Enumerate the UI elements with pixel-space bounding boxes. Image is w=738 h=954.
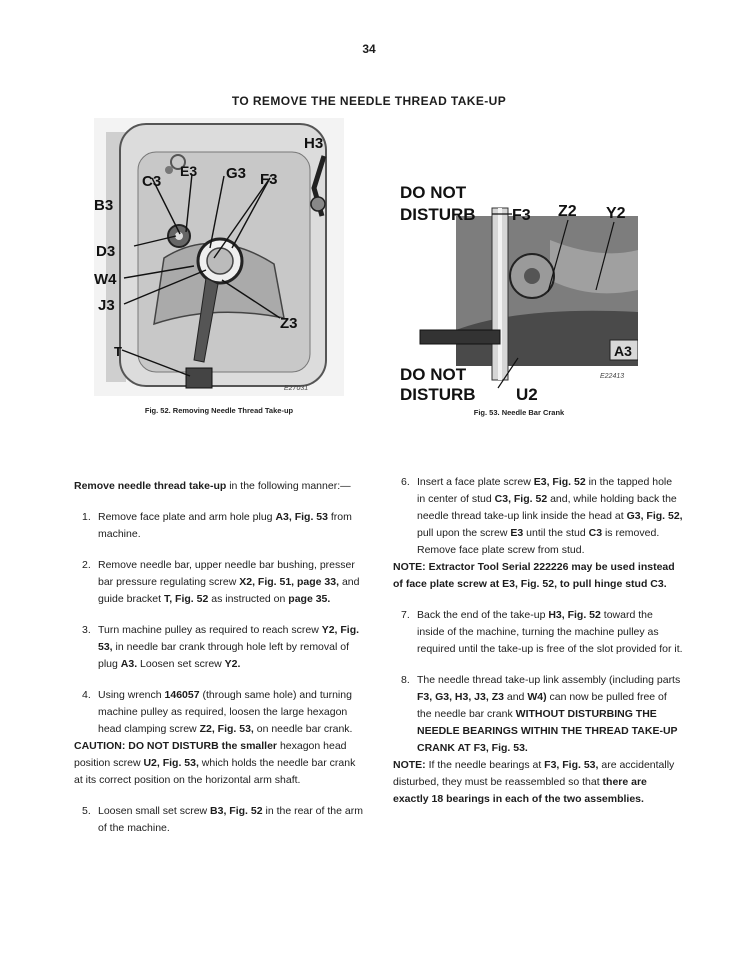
step-1: 1. Remove face plate and arm hole plug A3, Fig. 53 from machine. [82, 511, 352, 540]
right-column [393, 474, 683, 808]
fig52-label-t: T [114, 344, 122, 359]
fig53-label-y2: Y2 [606, 205, 626, 222]
figure-52-photo [94, 118, 344, 396]
figure-53-drawing [400, 180, 638, 402]
note-needle-bearings: NOTE: If the needle bearings at F3, Fig. 53, are accidentally disturbed, they must be reassembled so that there are exactly 18 bearings in each of the two assemblies. [393, 759, 675, 805]
fig53-do-not-top: DO NOT [400, 183, 467, 202]
figure-53-caption: Fig. 53. Needle Bar Crank [473, 408, 565, 417]
fig52-stamp: E27031 [284, 385, 309, 392]
step-4: 4. Using wrench 146057 (through same hole) and turning machine pulley as required, loosen the large hexagon head clamping screw Z2, Fig. 53, on needle bar crank. [82, 689, 353, 735]
caution-paragraph: CAUTION: DO NOT DISTURB the smaller hexagon head position screw U2, Fig. 53, which holds the needle bar crank at its correct position on the horizontal arm shaft. [74, 740, 356, 786]
figure-52-drawing [94, 118, 344, 396]
step-6: 6. Insert a face plate screw E3, Fig. 52 in the tapped hole in center of stud C3, Fig. 52 and, while holding back the needle thread take-up link inside the head at G3, Fig. 52, pull upon the screw E3 until the stud C3 is removed. Remove face plate screw from stud. [401, 476, 683, 556]
figure-52-caption: Fig. 52. Removing Needle Thread Take-up [144, 406, 294, 415]
step-8: 8. The needle thread take-up link assembly (including parts F3, G3, H3, J3, Z3 and W4) can now be pulled free of the needle bar crank WITHOUT DISTURBING THE NEEDLE BEARINGS WITHIN THE THREAD TAKE-UP CRANK AT F3, Fig. 53. [401, 674, 681, 754]
fig52-label-j3: J3 [98, 297, 115, 314]
note-extractor-tool: NOTE: Extractor Tool Serial 222226 may be used instead of face plate screw at E3, Fig. 52, to pull hinge stud C3. [393, 561, 675, 590]
fig53-disturb-top: DISTURB [400, 205, 476, 224]
intro-paragraph: Remove needle thread take-up in the following manner:— [74, 480, 351, 492]
fig52-label-b3: B3 [94, 197, 114, 214]
fig53-label-f3: F3 [512, 207, 531, 224]
left-column [74, 478, 364, 837]
fig52-label-f3: F3 [260, 171, 278, 188]
fig52-label-e3: E3 [180, 163, 198, 179]
fig52-label-w4: W4 [94, 271, 117, 288]
step-2: 2. Remove needle bar, upper needle bar bushing, presser bar pressure regulating screw X2, Fig. 51, page 33, and guide bracket T, Fig. 52 as instructed on page 35. [82, 559, 360, 605]
fig53-label-a3: A3 [614, 343, 632, 359]
fig53-stamp: E22413 [600, 373, 625, 380]
step-7: 7. Back the end of the take-up H3, Fig. 52 toward the inside of the machine, turning the machine pulley as required until the take-up is free of the slot provided for it. [401, 609, 683, 655]
fig52-label-h3: H3 [304, 135, 324, 152]
fig52-label-g3: G3 [226, 165, 247, 182]
step-3: 3. Turn machine pulley as required to reach screw Y2, Fig. 53, in needle bar crank through hole left by removal of plug A3. Loosen set screw Y2. [82, 624, 360, 670]
fig53-label-u2: U2 [516, 385, 538, 402]
fig52-label-c3: C3 [142, 173, 162, 190]
page-heading: TO REMOVE THE NEEDLE THREAD TAKE-UP [231, 94, 507, 108]
fig53-disturb-bottom: DISTURB [400, 385, 476, 402]
page-number: 34 [362, 42, 376, 56]
figure-53-photo [400, 180, 638, 402]
fig52-label-d3: D3 [96, 243, 116, 260]
fig53-do-not-bottom: DO NOT [400, 365, 467, 384]
step-5: 5. Loosen small set screw B3, Fig. 52 in the rear of the arm of the machine. [82, 805, 363, 834]
fig53-label-z2: Z2 [558, 203, 577, 220]
fig52-label-z3: Z3 [280, 315, 298, 332]
